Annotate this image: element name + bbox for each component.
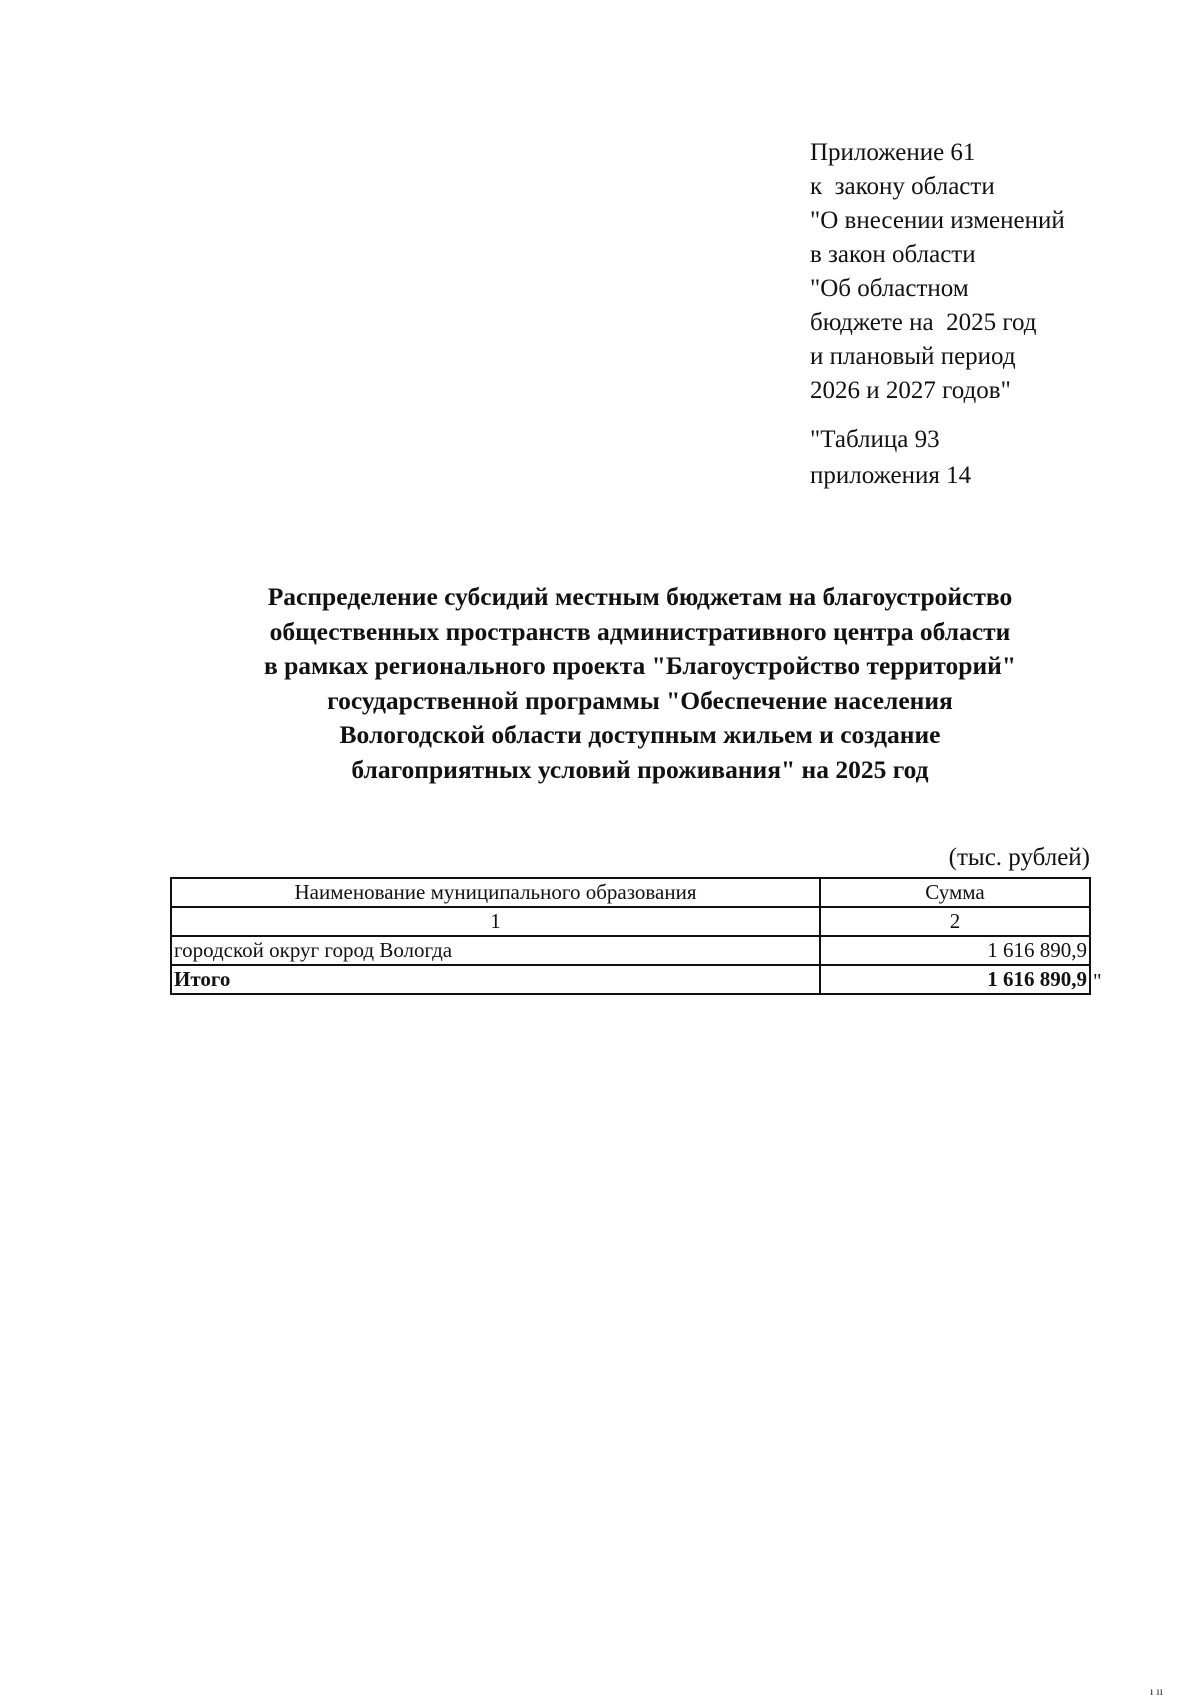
appendix-line: "О внесении изменений xyxy=(810,207,1065,234)
column-number-row xyxy=(171,907,1090,936)
total-label: Итого xyxy=(171,965,820,994)
table-header-row xyxy=(171,878,1090,907)
appendix-header xyxy=(810,136,1170,408)
title-line: Распределение субсидий местным бюджетам на благоустройство xyxy=(267,582,1013,611)
appendix-line: к закону области xyxy=(810,173,995,200)
column-number-1: 1 xyxy=(171,907,820,936)
header-amount: Сумма xyxy=(820,878,1090,907)
table-reference-line: "Таблица 93 xyxy=(810,426,940,453)
table-reference xyxy=(810,422,1170,494)
closing-quote: " xyxy=(1093,969,1102,993)
appendix-line: 2026 и 2027 годов" xyxy=(810,377,1011,404)
municipality-name: городской округ город Вологда xyxy=(171,936,820,965)
title-line: общественных пространств административного центра области xyxy=(269,616,1011,646)
scan-artifact: ı ıı xyxy=(1150,1684,1164,1698)
municipality-amount: 1 616 890,9 xyxy=(820,936,1090,965)
column-number-2: 2 xyxy=(820,907,1090,936)
units-label: (тыс. рублей) xyxy=(948,844,1090,871)
appendix-line: в закон области xyxy=(810,241,976,268)
appendix-line: бюджете на 2025 год xyxy=(810,309,1037,336)
total-amount: 1 616 890,9 xyxy=(820,965,1090,994)
appendix-line: и плановый период xyxy=(810,343,1016,370)
table-row xyxy=(171,936,1090,965)
title-line: в рамках регионального проекта "Благоустройство территорий" xyxy=(263,651,1017,680)
distribution-table xyxy=(170,877,1091,995)
title-line: благоприятных условий проживания" на 2025 год xyxy=(351,754,929,784)
document-title xyxy=(160,580,1120,787)
title-line: государственной программы "Обеспечение населения xyxy=(327,685,953,715)
table-reference-line: приложения 14 xyxy=(810,462,972,489)
header-municipality: Наименование муниципального образования xyxy=(171,878,820,907)
title-line: Вологодской области доступным жильем и создание xyxy=(339,720,941,749)
appendix-line: "Об областном xyxy=(810,275,969,302)
total-row xyxy=(171,965,1090,994)
appendix-line: Приложение 61 xyxy=(810,139,976,166)
